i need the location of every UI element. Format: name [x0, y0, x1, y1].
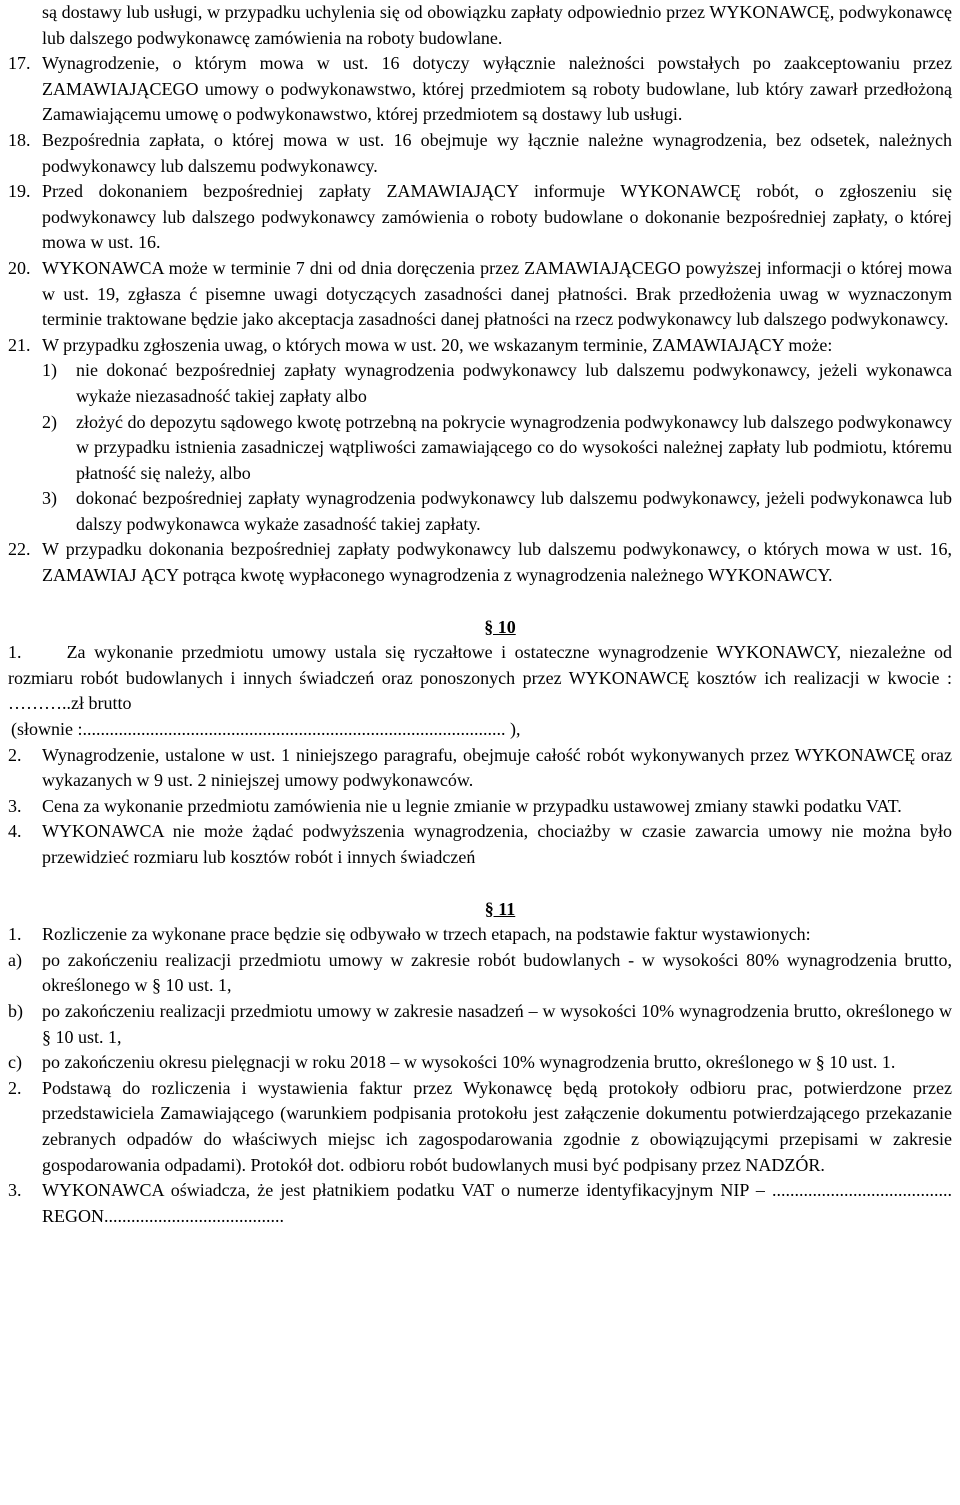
list-item	[42, 410, 952, 487]
list-item	[42, 486, 952, 537]
item-number: c)	[8, 1052, 22, 1073]
item-text: po zakończeniu realizacji przedmiotu umowy w zakresie nasadzeń – w wysokości 10% wynagrodzenia brutto, określonego w § 10 ust. 1,	[42, 1000, 952, 1047]
item-21-options	[8, 358, 952, 537]
section-10-items	[8, 743, 952, 871]
item-number: 1.	[8, 642, 22, 663]
section-11-p1	[8, 922, 952, 948]
list-item	[8, 256, 952, 333]
item-text: Wynagrodzenie, ustalone w ust. 1 niniejszego paragrafu, obejmuje całość robót wykonywanych przez WYKONAWCĘ oraz wykazanych w 9 ust. 2 niniejszej umowy podwykonawców.	[42, 744, 952, 791]
item-text: Przed dokonaniem bezpośredniej zapłaty ZAMAWIAJĄCY informuje WYKONAWCĘ robót, o zgłoszeniu się podwykonawcy lub dalszego podwykonawcy zamówienia o roboty budowlane o dokonanie bezpośredniej zapłaty, o której mowa w ust. 16.	[42, 181, 952, 253]
item-number: b)	[8, 1000, 23, 1021]
item-number: 1.	[8, 924, 22, 945]
item-text: Bezpośrednia zapłata, o której mowa w ust. 16 obejmuje wy łącznie należne wynagrodzenia, bez odsetek, należnych podwykonawcy lub dalszemu podwykonawcy.	[42, 129, 952, 176]
list-item	[8, 51, 952, 128]
item-text: po zakończeniu realizacji przedmiotu umowy w zakresie robót budowlanych - w wysokości 80% wynagrodzenia brutto, określonego w § 10 ust. 1,	[42, 949, 952, 996]
item-text: Podstawą do rozliczenia i wystawienia faktur przez Wykonawcę będą protokoły odbioru prac, potwierdzone przez przedstawiciela Zamawiającego (warunkiem podpisania protokołu jest załączenie dokumentu potwierdzającego przekazanie zebranych odpadów do właściwych miejsc ich zagospodarowania zgodnie z obowiązującymi przepisami w zakresie gospodarowania odpadami). Protokół dot. odbioru robót budowlanych musi być podpisany przez NADZÓR.	[42, 1077, 952, 1175]
item-number: 22.	[8, 539, 31, 560]
items-list-17-21	[8, 51, 952, 358]
item-number: 3.	[8, 795, 22, 816]
section-11-heading: § 11	[484, 898, 516, 919]
item-text: WYKONAWCA może w terminie 7 dni od dnia doręczenia przez ZAMAWIAJĄCEGO powyższej informacji o której mowa w ust. 19, zgłasza ć pisemne uwagi dotyczących zasadności danej płatności. Brak przedłożenia uwag w wyznaczonym terminie traktowane będzie jako akceptacja zasadności danej płatności na rzecz podwykonawcy lub dalszego podwykonawcy.	[42, 257, 952, 330]
list-item	[8, 999, 952, 1050]
item-text: Wynagrodzenie, o którym mowa w ust. 16 dotyczy wyłącznie należności powstałych po zaakceptowaniu przez ZAMAWIAJĄCEGO umowy o podwykonawstwo, której przedmiotem są roboty budowlane, lub który zawarł przedłożoną Zamawiającemu umowę o podwykonawstwo, której przedmiotem są dostawy lub usługi.	[42, 53, 952, 125]
section-11-p2	[8, 1076, 952, 1178]
section-11-p3	[8, 1178, 952, 1229]
item-number: 2.	[8, 1077, 22, 1098]
list-item	[8, 179, 952, 256]
list-item	[8, 333, 952, 359]
item-text: po zakończeniu okresu pielęgnacji w roku 2018 – w wysokości 10% wynagrodzenia brutto, określonego w § 10 ust. 1.	[42, 1052, 896, 1073]
item-number: 2)	[42, 411, 57, 432]
item-number: 18.	[8, 129, 31, 150]
list-item	[8, 819, 952, 870]
item-number: 3.	[8, 1180, 22, 1201]
item-number: 19.	[8, 181, 31, 202]
item-text: Cena za wykonanie przedmiotu zamówienia nie u legnie zmianie w przypadku ustawowej zmiany stawki podatku VAT.	[42, 795, 902, 816]
list-item	[8, 743, 952, 794]
item-text: W przypadku dokonania bezpośredniej zapłaty podwykonawcy lub dalszemu podwykonawcy, o których mowa w ust. 16, ZAMAWIAJ ĄCY potrąca kwotę wypłaconego wynagrodzenia z wynagrodzenia należnego WYKONAWCY.	[42, 539, 952, 586]
item-text: nie dokonać bezpośredniej zapłaty wynagrodzenia podwykonawcy lub dalszemu podwykonawcy, jeżeli wykonawca wykaże niezasadność takiej zapłaty albo	[76, 360, 952, 406]
section-10-p1	[8, 640, 952, 717]
section-10-heading: § 10	[484, 616, 516, 637]
item-number: 21.	[8, 334, 31, 355]
section-11-subitems	[8, 948, 952, 1076]
list-item	[42, 358, 952, 409]
item-text: dokonać bezpośredniej zapłaty wynagrodzenia podwykonawcy lub dalszemu podwykonawcy, jeżeli podwykonawca lub dalszy podwykonawca wykaże zasadność takiej zapłaty.	[76, 488, 952, 534]
item-number: 3)	[42, 488, 57, 509]
amount-in-words: (słownie :.............................................................................................. ),	[11, 719, 521, 740]
list-item	[8, 128, 952, 179]
item-number: 4.	[8, 821, 22, 842]
item-number: a)	[8, 949, 22, 970]
item-text: WYKONAWCA oświadcza, że jest płatnikiem podatku VAT o numerze identyfikacyjnym NIP – ........................................ REGON........................................	[42, 1180, 952, 1226]
continuation-paragraph: są dostawy lub usługi, w przypadku uchylenia się od obowiązku zapłaty odpowiednio przez WYKONAWCĘ, podwykonawcę lub dalszego podwykonawcę zamówienia na roboty budowlane.	[42, 2, 952, 48]
list-item	[8, 948, 952, 999]
item-text: Za wykonanie przedmiotu umowy ustala się ryczałtowe i ostateczne wynagrodzenie WYKONAWCY, niezależne od rozmiaru robót budowlanych i innych świadczeń oraz ponoszonych przez WYKONAWCĘ kosztów ich realizacji w kwocie : ………..zł brutto	[8, 642, 953, 714]
item-text: WYKONAWCA nie może żądać podwyższenia wynagrodzenia, chociażby w czasie zawarcia umowy nie można było przewidzieć rozmiaru lub kosztów robót i innych świadczeń	[42, 821, 952, 867]
item-22	[8, 537, 952, 588]
item-number: 17.	[8, 53, 31, 74]
item-text: Rozliczenie za wykonane prace będzie się odbywało w trzech etapach, na podstawie faktur wystawionych:	[42, 924, 811, 945]
list-item	[8, 1050, 952, 1076]
item-number: 20.	[8, 257, 31, 278]
item-text: złożyć do depozytu sądowego kwotę potrzebną na pokrycie wynagrodzenia podwykonawcy lub dalszego podwykonawcy w przypadku istnienia zasadniczej wątpliwości zamawiającego co do wysokości należnej zapłaty lub podmiotu, któremu płatność się należy, albo	[76, 411, 952, 483]
item-number: 1)	[42, 360, 57, 381]
item-number: 2.	[8, 744, 22, 765]
list-item	[8, 794, 952, 820]
item-text: W przypadku zgłoszenia uwag, o których mowa w ust. 20, we wskazanym terminie, ZAMAWIAJĄCY może:	[42, 334, 833, 355]
